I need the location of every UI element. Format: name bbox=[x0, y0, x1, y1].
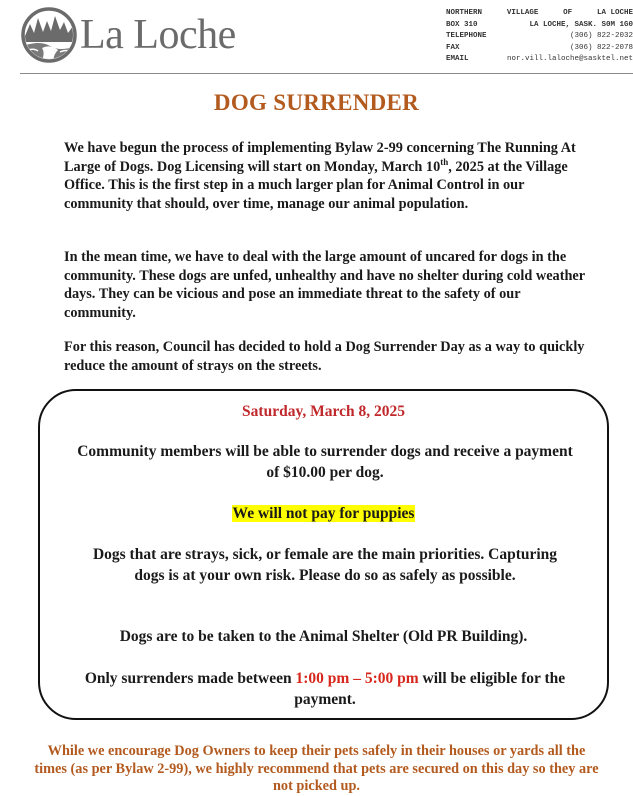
time-window-info bbox=[65, 668, 585, 710]
contact-telephone-line bbox=[446, 31, 633, 43]
contact-email-label: EMAIL bbox=[446, 55, 469, 63]
contact-org-word: LA LOCHE bbox=[596, 9, 633, 17]
contact-address-line bbox=[446, 20, 633, 32]
time-pre: Only surrenders made between bbox=[84, 670, 296, 687]
contact-box: BOX 310 bbox=[446, 20, 478, 29]
contact-block bbox=[446, 8, 633, 66]
contact-org-word: NORTHERN bbox=[446, 9, 483, 17]
header-divider bbox=[20, 73, 633, 74]
contact-telephone-value: (306) 822-2032 bbox=[569, 32, 633, 40]
time-range: 1:00 pm – 5:00 pm bbox=[295, 670, 419, 687]
priorities-info: Dogs that are strays, sick, or female are the main priorities. Capturing dogs is at your own risk. Please do so as safely as possible. bbox=[92, 546, 558, 584]
contact-address: LA LOCHE, SASK. S0M 1G0 bbox=[529, 20, 633, 29]
contact-fax-value: (306) 822-2078 bbox=[569, 43, 633, 52]
ordinal-suffix: th bbox=[440, 156, 449, 167]
contact-telephone-label: TELEPHONE bbox=[446, 32, 487, 40]
surrender-details-box bbox=[38, 389, 609, 720]
footer-recommendation: While we encourage Dog Owners to keep their pets safely in their houses or yards all the times (as per Bylaw 2-99), we highly recommend that pets are secured on this day so they are not picked up. bbox=[34, 743, 599, 794]
contact-fax-line bbox=[446, 43, 633, 55]
shelter-location: Dogs are to be taken to the Animal Shelter (Old PR Building). bbox=[119, 628, 528, 645]
page-title: DOG SURRENDER bbox=[213, 90, 420, 115]
intro-paragraph-stray-dogs: In the mean time, we have to deal with the large amount of uncared for dogs in the community. These dogs are unfed, unhealthy and have no shelter during cold weather days. They can be vicious and pose an immediate threat to the safety of our community. bbox=[64, 249, 585, 321]
intro-p1-text: We have begun the process of implementing Bylaw 2-99 concerning The Running At Large of Dogs. Dog Licensing will start on Monday, March 10 bbox=[64, 140, 576, 175]
intro-paragraph-surrender-day: For this reason, Council has decided to hold a Dog Surrender Day as a way to quickly reduce the amount of strays on the streets. bbox=[64, 339, 585, 374]
intro-p1-text-cont: , 2025 at the Village Office. This is the first step in a much larger plan for Animal Control in our community that should, over time, manage our animal population. bbox=[64, 158, 568, 212]
puppies-notice bbox=[40, 503, 607, 524]
village-logo bbox=[20, 4, 236, 66]
contact-org-word: VILLAGE bbox=[506, 9, 539, 17]
intro-paragraph-licensing bbox=[64, 139, 589, 213]
contact-email-line bbox=[446, 54, 633, 66]
puppies-highlight: We will not pay for puppies bbox=[232, 505, 415, 522]
contact-fax-label: FAX bbox=[446, 43, 460, 52]
la-loche-emblem-icon bbox=[20, 6, 78, 64]
logo-wordmark: La Loche bbox=[80, 12, 236, 58]
contact-org-word: OF bbox=[563, 9, 573, 17]
contact-org-line bbox=[446, 8, 633, 20]
contact-email-value: nor.vill.laloche@sasktel.net bbox=[506, 55, 633, 63]
time-post: will be eligible for the payment. bbox=[294, 670, 566, 708]
payment-info: Community members will be able to surrender dogs and receive a payment of $10.00 per dog. bbox=[77, 443, 573, 481]
event-date: Saturday, March 8, 2025 bbox=[242, 403, 405, 420]
